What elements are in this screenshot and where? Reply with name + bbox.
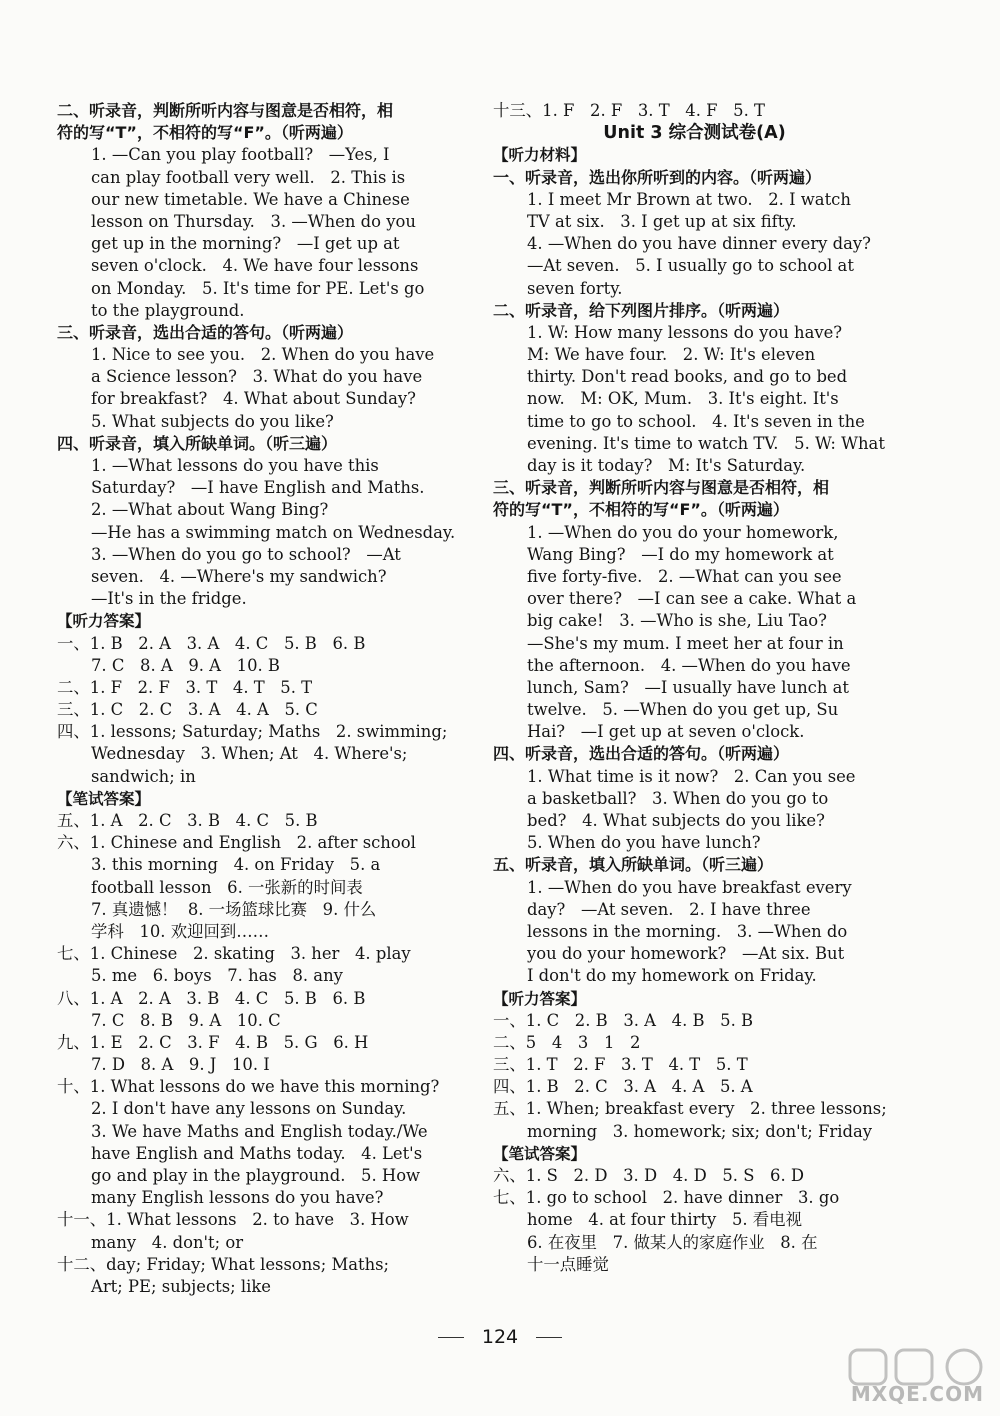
section-heading: 二、听录音，判断所听内容与图意是否相符，相 — [57, 101, 394, 120]
text-line: 十一、1. What lessons 2. to have 3. How — [57, 1210, 409, 1230]
text-line: 1. —When do you have breakfast every — [527, 877, 852, 897]
text-line: 二、1. F 2. F 3. T 4. T 5. T — [57, 677, 313, 697]
text-line: 7. C 8. B 9. A 10. C — [91, 1010, 281, 1030]
section-heading: 【听力答案】 — [57, 612, 151, 631]
text-line: 三、1. T 2. F 3. T 4. T 5. T — [493, 1055, 748, 1075]
section-heading: 四、听录音，填入所缺单词。（听三遍） — [57, 433, 338, 453]
text-line: 1. What time is it now? 2. Can you see — [527, 766, 856, 786]
text-line: bed? 4. What subjects do you like? — [527, 811, 825, 830]
text-line: 一、1. C 2. B 3. A 4. B 5. B — [493, 1010, 754, 1030]
text-line: you do your homework? —At six. But — [527, 944, 845, 964]
text-line: sandwich; in — [91, 766, 196, 786]
text-line: five forty-five. 2. —What can you see — [527, 566, 842, 586]
text-line: 一、1. B 2. A 3. A 4. C 5. B 6. B — [57, 633, 366, 653]
section-heading: 【听力材料】 — [493, 146, 587, 165]
section-heading: 【笔试答案】 — [493, 1144, 587, 1163]
text-line: Wang Bing? —I do my homework at — [527, 544, 834, 564]
left-column — [57, 100, 457, 1298]
text-line: our new timetable. We have a Chinese — [91, 189, 410, 209]
text-line: 5. What subjects do you like? — [91, 411, 334, 431]
text-line: seven o'clock. 4. We have four lessons — [91, 256, 419, 276]
text-line: 7. C 8. A 9. A 10. B — [91, 655, 280, 675]
section-heading: 四、听录音，选出合适的答句。（听两遍） — [493, 744, 790, 764]
text-line: 十一点睡觉 — [527, 1254, 609, 1274]
text-line: on Monday. 5. It's time for PE. Let's go — [91, 278, 425, 298]
text-line: 学科 10. 欢迎回到…… — [91, 921, 270, 941]
section-heading: 三、听录音，选出合适的答句。（听两遍） — [57, 322, 354, 342]
text-line: 1. W: How many lessons do you have? — [527, 322, 843, 342]
text-line: 1. I meet Mr Brown at two. 2. I watch — [527, 189, 851, 209]
text-line: 十三、1. F 2. F 3. T 4. F 5. T — [493, 101, 765, 120]
text-line: Saturday? —I have English and Maths. — [91, 478, 425, 498]
section-heading: 符的写“T”，不相符的写“F”。（听两遍） — [493, 500, 789, 520]
text-line: 1. —Can you play football? —Yes, I — [91, 145, 390, 165]
text-line: to the playground. — [91, 300, 245, 320]
text-line: —He has a swimming match on Wednesday. — [91, 522, 456, 542]
text-line: big cake! 3. —Who is she, Liu Tao? — [527, 611, 827, 631]
section-heading: 【听力答案】 — [493, 989, 587, 1008]
text-line: home 4. at four thirty 5. 看电视 — [527, 1210, 802, 1230]
watermark-logo — [844, 1348, 994, 1410]
text-line: 十二、day; Friday; What lessons; Maths; — [57, 1254, 390, 1274]
section-heading: 二、听录音，给下列图片排序。（听两遍） — [493, 300, 790, 320]
text-line: over there? —I can see a cake. What a — [527, 589, 857, 609]
text-line: Art; PE; subjects; like — [91, 1276, 271, 1296]
text-line: 八、1. A 2. A 3. B 4. C 5. B 6. B — [57, 988, 366, 1008]
text-line: time to go to school. 4. It's seven in the — [527, 411, 865, 431]
text-line: go and play in the playground. 5. How — [91, 1166, 421, 1185]
text-line: a basketball? 3. When do you go to — [527, 788, 829, 808]
text-line: 4. —When do you have dinner every day? — [527, 234, 871, 254]
text-line: 3. —When do you go to school? —At — [91, 544, 401, 564]
section-heading: 一、听录音，选出你所听到的内容。（听两遍） — [493, 167, 822, 187]
text-line: get up in the morning? —I get up at — [91, 234, 400, 254]
text-line: lesson on Thursday. 3. —When do you — [91, 211, 416, 231]
text-line: 3. this morning 4. on Friday 5. a — [91, 855, 381, 875]
section-heading: 五、听录音，填入所缺单词。（听三遍） — [493, 855, 774, 875]
text-line: 五、1. When; breakfast every 2. three lessons; — [493, 1099, 887, 1119]
text-line: 九、1. E 2. C 3. F 4. B 5. G 6. H — [57, 1032, 369, 1052]
page-number-footer — [0, 1326, 1000, 1348]
text-line: evening. It's time to watch TV. 5. W: What — [527, 433, 885, 453]
text-line: Hai? —I get up at seven o'clock. — [527, 722, 805, 742]
page-number: 124 — [481, 1326, 519, 1348]
text-line: lessons in the morning. 3. —When do — [527, 921, 848, 941]
watermark-text: MXQE.COM — [850, 1382, 984, 1406]
text-line: 7. 真遗憾！ 8. 一场篮球比赛 9. 什么 — [91, 899, 377, 919]
text-line: can play football very well. 2. This is — [91, 167, 406, 187]
text-line: seven forty. — [527, 278, 623, 298]
text-line: 六、1. Chinese and English 2. after school — [57, 833, 416, 853]
text-line: Wednesday 3. When; At 4. Where's; — [91, 744, 408, 764]
text-line: 三、1. C 2. C 3. A 4. A 5. C — [57, 700, 318, 720]
text-line: 六、1. S 2. D 3. D 4. D 5. S 6. D — [493, 1166, 805, 1185]
right-column — [493, 100, 896, 1276]
text-line: 七、1. Chinese 2. skating 3. her 4. play — [57, 944, 411, 964]
section-heading: 三、听录音，判断所听内容与图意是否相符，相 — [493, 478, 830, 498]
text-line: M: We have four. 2. W: It's eleven — [527, 345, 816, 365]
text-line: many 4. don't; or — [91, 1232, 244, 1252]
text-line: 7. D 8. A 9. J 10. I — [91, 1055, 270, 1075]
text-line: 1. Nice to see you. 2. When do you have — [91, 345, 435, 365]
text-line: twelve. 5. —When do you get up, Su — [527, 700, 839, 720]
text-line: 1. —What lessons do you have this — [91, 456, 379, 475]
section-heading: 【笔试答案】 — [57, 789, 151, 808]
text-line: day is it today? M: It's Saturday. — [527, 456, 806, 475]
text-line: 5. When do you have lunch? — [527, 833, 761, 853]
text-line: morning 3. homework; six; don't; Friday — [527, 1121, 872, 1141]
text-line: day? —At seven. 2. I have three — [527, 899, 811, 919]
text-line: have English and Maths today. 4. Let's — [91, 1143, 423, 1163]
text-line: 二、5 4 3 1 2 — [493, 1032, 641, 1052]
text-line: 十、1. What lessons do we have this morning? — [57, 1077, 440, 1097]
text-line: TV at six. 3. I get up at six fifty. — [527, 211, 797, 231]
text-line: 四、1. lessons; Saturday; Maths 2. swimming; — [57, 722, 448, 742]
text-line: lunch, Sam? —I usually have lunch at — [527, 677, 849, 697]
text-line: —She's my mum. I meet her at four in — [527, 633, 844, 653]
text-line: 5. me 6. boys 7. has 8. any — [91, 966, 343, 986]
text-line: I don't do my homework on Friday. — [527, 966, 817, 986]
text-line: —At seven. 5. I usually go to school at — [527, 256, 854, 276]
footer-dash-right — [536, 1337, 562, 1338]
text-line: 七、1. go to school 2. have dinner 3. go — [493, 1188, 840, 1208]
text-line: 2. I don't have any lessons on Sunday. — [91, 1099, 407, 1119]
text-line: —It's in the fridge. — [91, 589, 247, 609]
text-line: now. M: OK, Mum. 3. It's eight. It's — [527, 389, 839, 409]
text-line: thirty. Don't read books, and go to bed — [527, 367, 848, 387]
text-line: 1. —When do you do your homework, — [527, 522, 839, 542]
section-heading: Unit 3 综合测试卷(A) — [603, 123, 786, 144]
text-line: a Science lesson? 3. What do you have — [91, 367, 423, 387]
text-line: 五、1. A 2. C 3. B 4. C 5. B — [57, 811, 318, 830]
text-line: the afternoon. 4. —When do you have — [527, 655, 851, 675]
text-line: many English lessons do you have? — [91, 1188, 384, 1208]
text-line: 3. We have Maths and English today./We — [91, 1121, 428, 1141]
text-line: football lesson 6. 一张新的时间表 — [91, 877, 363, 897]
text-line: 2. —What about Wang Bing? — [91, 500, 329, 520]
section-heading: 符的写“T”，不相符的写“F”。（听两遍） — [57, 123, 353, 143]
text-line: for breakfast? 4. What about Sunday? — [91, 389, 416, 409]
text-line: 四、1. B 2. C 3. A 4. A 5. A — [493, 1077, 753, 1097]
text-line: seven. 4. —Where's my sandwich? — [91, 566, 387, 586]
footer-dash-left — [438, 1337, 464, 1338]
text-line: 6. 在夜里 7. 做某人的家庭作业 8. 在 — [527, 1232, 818, 1252]
